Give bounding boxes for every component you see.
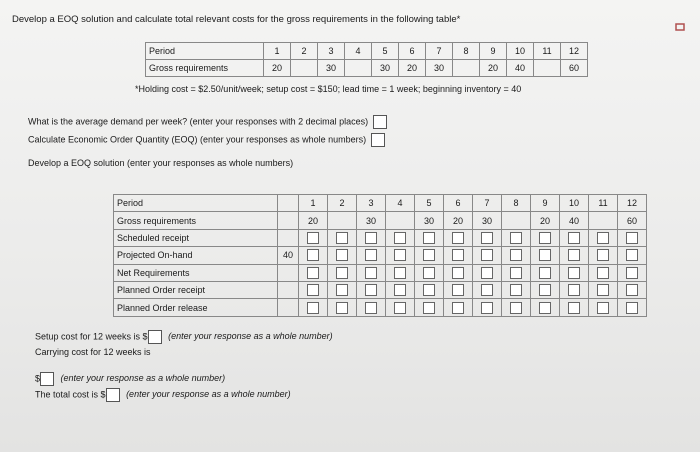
mrp-gross-cell: 20 [531,212,560,229]
carrying-cost-label: Carrying cost for 12 weeks is [35,347,151,357]
mrp-answer-input[interactable] [423,267,435,279]
period-cell: 12 [561,43,588,60]
mrp-answer-input[interactable] [394,267,406,279]
mrp-input-cell [299,247,328,264]
mrp-input-cell [589,229,618,246]
mrp-answer-input[interactable] [394,302,406,314]
mrp-gross-cell: 20 [444,212,473,229]
gross-cell: 40 [507,60,534,77]
mrp-answer-input[interactable] [510,284,522,296]
mrp-answer-input[interactable] [568,302,580,314]
mrp-answer-input[interactable] [307,267,319,279]
mrp-period-cell: 8 [502,195,531,212]
mrp-gross-cell [589,212,618,229]
mrp-input-cell [386,229,415,246]
mrp-input-cell [357,281,386,298]
mrp-answer-input[interactable] [510,302,522,314]
mrp-row-label: Planned Order receipt [114,281,278,298]
mrp-table [113,194,647,317]
mrp-input-cell [531,229,560,246]
mrp-input-cell [357,229,386,246]
gross-cell: 30 [318,60,345,77]
total-cost-line [35,388,291,402]
mrp-input-cell [531,247,560,264]
period-row [146,43,588,60]
mrp-input-cell [386,299,415,316]
mrp-answer-input[interactable] [452,302,464,314]
mrp-period-cell: 11 [589,195,618,212]
mrp-period-cell: 3 [357,195,386,212]
mrp-input-cell [299,264,328,281]
gross-cell [345,60,372,77]
mrp-answer-input[interactable] [626,284,638,296]
mrp-gross-cell: 30 [415,212,444,229]
mrp-answer-input[interactable] [481,232,493,244]
mrp-input-cell [560,247,589,264]
mrp-answer-input[interactable] [452,284,464,296]
period-cell: 4 [345,43,372,60]
mrp-row-label: Scheduled receipt [114,229,278,246]
mrp-gross-row [114,212,647,229]
period-label: Period [146,43,264,60]
mrp-input-cell [502,247,531,264]
mrp-answer-input[interactable] [539,249,551,261]
mrp-period-cell: 4 [386,195,415,212]
mrp-input-cell [531,264,560,281]
mrp-answer-input[interactable] [336,232,348,244]
carrying-cost-prefix: $ [35,373,41,384]
gross-row [146,60,588,77]
mrp-answer-input[interactable] [307,232,319,244]
mrp-input-cell [444,281,473,298]
mrp-input-cell [589,264,618,281]
mrp-input-cell [589,281,618,298]
gross-cell [291,60,318,77]
mrp-answer-input[interactable] [626,232,638,244]
mrp-answer-input[interactable] [568,249,580,261]
avg-demand-input[interactable] [373,115,387,129]
mrp-input-cell [415,264,444,281]
gross-cell: 20 [399,60,426,77]
planned-order-receipt-row [114,281,647,298]
mrp-gross-cell: 40 [560,212,589,229]
setup-cost-hint: (enter your response as a whole number) [168,331,333,342]
mrp-input-cell [444,229,473,246]
period-cell: 3 [318,43,345,60]
setup-cost-line [35,330,333,344]
avg-demand-text: What is the average demand per week? (enter your responses with 2 decimal places) [28,116,369,127]
mrp-input-cell [618,299,647,316]
total-cost-hint: (enter your response as a whole number) [126,389,291,400]
mrp-input-cell [560,299,589,316]
mrp-answer-input[interactable] [307,302,319,314]
mrp-answer-input[interactable] [336,249,348,261]
mrp-answer-input[interactable] [394,232,406,244]
on-hand-start-cell: 40 [278,247,299,264]
expand-icon[interactable] [675,23,685,31]
gross-label: Gross requirements [146,60,264,77]
mrp-answer-input[interactable] [568,232,580,244]
mrp-answer-input[interactable] [336,284,348,296]
mrp-period-cell: 1 [299,195,328,212]
period-cell: 6 [399,43,426,60]
mrp-input-cell [531,299,560,316]
mrp-answer-input[interactable] [568,267,580,279]
problem-intro: Develop a EOQ solution and calculate total relevant costs for the gross requirements in the following table* [12,14,461,25]
mrp-period-cell: 2 [328,195,357,212]
mrp-answer-input[interactable] [394,249,406,261]
mrp-answer-input[interactable] [539,302,551,314]
mrp-answer-input[interactable] [597,232,609,244]
on-hand-start-cell [278,212,299,229]
cost-note: *Holding cost = $2.50/unit/week; setup cost = $150; lead time = 1 week; beginning inventory = 40 [135,84,522,94]
net-requirements-row [114,264,647,281]
mrp-answer-input[interactable] [365,284,377,296]
mrp-gross-cell: 60 [618,212,647,229]
mrp-answer-input[interactable] [423,249,435,261]
mrp-input-cell [473,247,502,264]
mrp-input-cell [444,299,473,316]
carrying-cost-input[interactable] [40,372,54,386]
mrp-answer-input[interactable] [452,249,464,261]
total-cost-input[interactable] [106,388,120,402]
mrp-period-cell: 10 [560,195,589,212]
mrp-period-cell: 7 [473,195,502,212]
mrp-input-cell [473,299,502,316]
mrp-answer-input[interactable] [481,249,493,261]
mrp-input-cell [473,264,502,281]
mrp-input-cell [589,247,618,264]
mrp-answer-input[interactable] [539,284,551,296]
mrp-answer-input[interactable] [336,302,348,314]
mrp-input-cell [299,281,328,298]
mrp-answer-input[interactable] [307,284,319,296]
gross-cell [534,60,561,77]
mrp-input-cell [502,229,531,246]
mrp-input-cell [357,264,386,281]
mrp-period-row [114,195,647,212]
eoq-input[interactable] [371,133,385,147]
carrying-cost-line [35,372,225,386]
mrp-period-cell: 9 [531,195,560,212]
mrp-gross-cell [328,212,357,229]
mrp-gross-cell: 20 [299,212,328,229]
mrp-answer-input[interactable] [394,284,406,296]
mrp-input-cell [502,264,531,281]
mrp-input-cell [531,281,560,298]
on-hand-start-cell [278,299,299,316]
mrp-input-cell [560,229,589,246]
mrp-answer-input[interactable] [365,232,377,244]
mrp-input-cell [618,247,647,264]
mrp-input-cell [560,264,589,281]
mrp-answer-input[interactable] [510,249,522,261]
on-hand-start-cell [278,229,299,246]
mrp-input-cell [560,281,589,298]
planned-order-release-row [114,299,647,316]
mrp-answer-input[interactable] [452,267,464,279]
mrp-input-cell [357,247,386,264]
mrp-answer-input[interactable] [510,267,522,279]
gross-cell: 30 [372,60,399,77]
mrp-input-cell [328,264,357,281]
mrp-row-label: Projected On-hand [114,247,278,264]
mrp-answer-input[interactable] [481,302,493,314]
mrp-answer-input[interactable] [481,284,493,296]
period-cell: 11 [534,43,561,60]
setup-cost-text: Setup cost for 12 weeks is $ [35,331,148,342]
period-cell: 7 [426,43,453,60]
gross-cell [453,60,480,77]
mrp-input-cell [328,299,357,316]
mrp-input-cell [502,281,531,298]
mrp-input-cell [386,247,415,264]
mrp-answer-input[interactable] [481,267,493,279]
on-hand-start-cell [278,281,299,298]
mrp-gross-cell [386,212,415,229]
mrp-answer-input[interactable] [365,249,377,261]
mrp-answer-input[interactable] [626,267,638,279]
mrp-input-cell [386,281,415,298]
gross-cell: 20 [480,60,507,77]
period-cell: 9 [480,43,507,60]
period-cell: 2 [291,43,318,60]
mrp-input-cell [386,264,415,281]
mrp-gross-cell [502,212,531,229]
mrp-period-cell: 5 [415,195,444,212]
on-hand-start-cell [278,195,299,212]
projected-on-hand-row [114,247,647,264]
mrp-input-cell [618,264,647,281]
mrp-gross-cell: 30 [473,212,502,229]
mrp-gross-cell: 30 [357,212,386,229]
mrp-answer-input[interactable] [597,284,609,296]
mrp-input-cell [444,247,473,264]
mrp-answer-input[interactable] [365,302,377,314]
mrp-input-cell [357,299,386,316]
mrp-answer-input[interactable] [452,232,464,244]
mrp-answer-input[interactable] [336,267,348,279]
mrp-input-cell [473,229,502,246]
on-hand-start-cell [278,264,299,281]
mrp-answer-input[interactable] [568,284,580,296]
mrp-input-cell [328,247,357,264]
period-cell: 8 [453,43,480,60]
mrp-input-cell [415,281,444,298]
scheduled-receipt-row [114,229,647,246]
eoq-question [28,133,385,147]
total-cost-text: The total cost is $ [35,389,106,400]
develop-question: Develop a EOQ solution (enter your responses as whole numbers) [28,158,294,168]
mrp-answer-input[interactable] [597,267,609,279]
mrp-input-cell [415,299,444,316]
mrp-answer-input[interactable] [510,232,522,244]
mrp-answer-input[interactable] [626,302,638,314]
mrp-input-cell [618,229,647,246]
mrp-input-cell [589,299,618,316]
mrp-input-cell [618,281,647,298]
mrp-row-label: Period [114,195,278,212]
mrp-input-cell [473,281,502,298]
avg-demand-question [28,115,387,129]
mrp-row-label: Planned Order release [114,299,278,316]
mrp-input-cell [299,299,328,316]
mrp-row-label: Gross requirements [114,212,278,229]
setup-cost-input[interactable] [148,330,162,344]
mrp-input-cell [328,281,357,298]
eoq-text: Calculate Economic Order Quantity (EOQ) (enter your responses as whole numbers) [28,134,367,145]
period-cell: 1 [264,43,291,60]
mrp-input-cell [299,229,328,246]
mrp-period-cell: 12 [618,195,647,212]
mrp-answer-input[interactable] [365,267,377,279]
mrp-answer-input[interactable] [539,267,551,279]
mrp-answer-input[interactable] [423,232,435,244]
mrp-answer-input[interactable] [539,232,551,244]
carrying-cost-hint: (enter your response as a whole number) [60,373,226,384]
mrp-input-cell [415,247,444,264]
period-cell: 10 [507,43,534,60]
mrp-answer-input[interactable] [626,249,638,261]
mrp-input-cell [328,229,357,246]
mrp-answer-input[interactable] [423,284,435,296]
mrp-row-label: Net Requirements [114,264,278,281]
mrp-answer-input[interactable] [597,302,609,314]
period-cell: 5 [372,43,399,60]
mrp-answer-input[interactable] [307,249,319,261]
gross-cell: 30 [426,60,453,77]
mrp-input-cell [415,229,444,246]
mrp-answer-input[interactable] [423,302,435,314]
gross-cell: 60 [561,60,588,77]
mrp-input-cell [444,264,473,281]
gross-cell: 20 [264,60,291,77]
mrp-answer-input[interactable] [597,249,609,261]
mrp-period-cell: 6 [444,195,473,212]
mrp-input-cell [502,299,531,316]
requirements-table [145,42,588,77]
